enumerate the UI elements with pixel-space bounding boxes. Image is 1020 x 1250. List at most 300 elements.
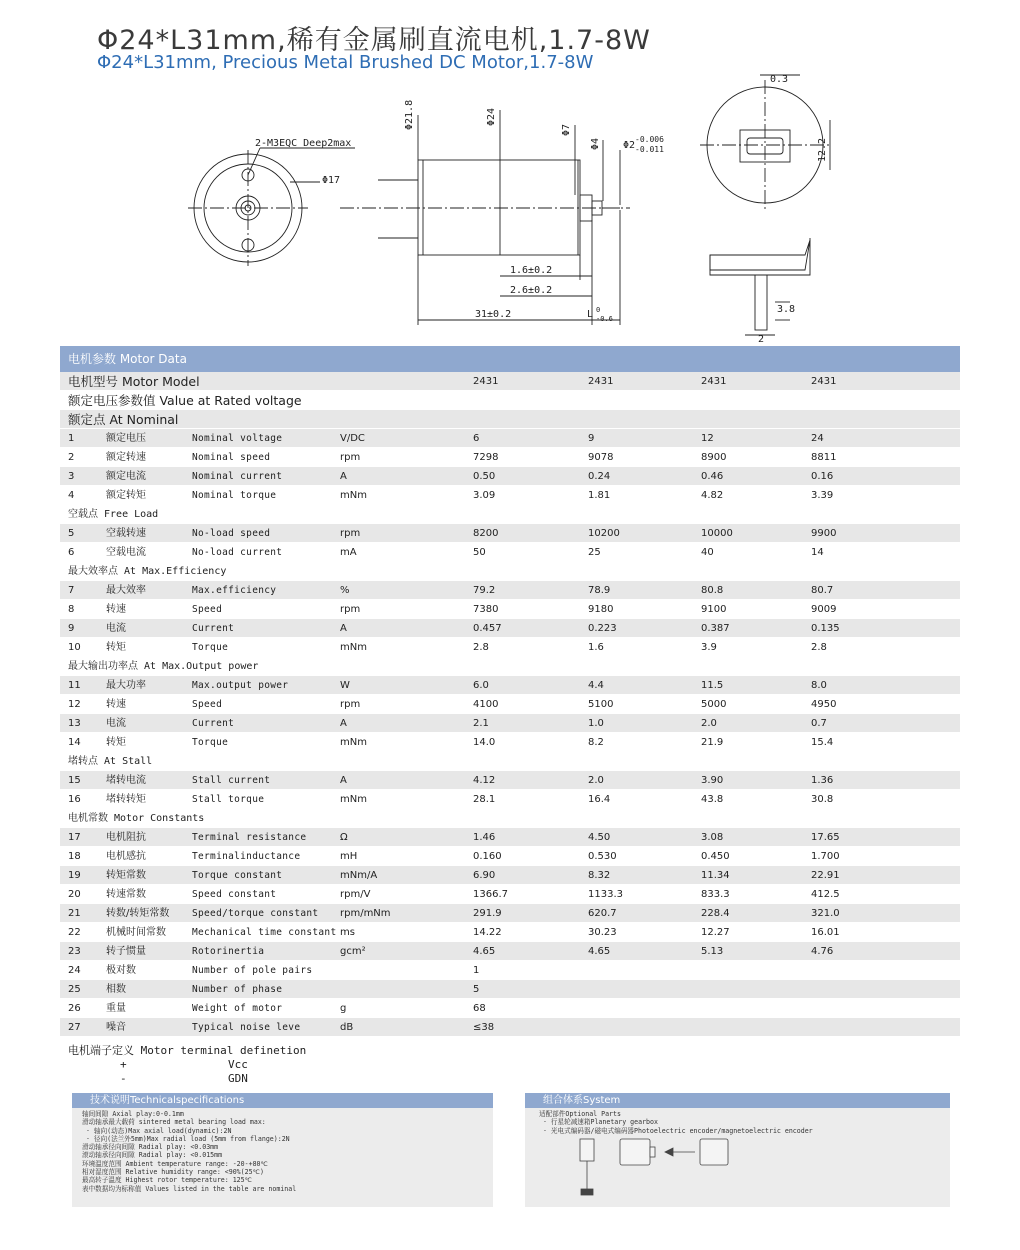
table-row bbox=[60, 866, 960, 885]
param-name-cn: 极对数 bbox=[106, 965, 136, 976]
value-cell: 14.0 bbox=[473, 737, 496, 748]
table-row bbox=[60, 828, 960, 847]
value-cell: 8.32 bbox=[588, 870, 611, 881]
value-cell: 5000 bbox=[701, 699, 727, 710]
param-name-en: Nominal torque bbox=[192, 490, 277, 501]
row-number: 15 bbox=[68, 775, 81, 786]
value-cell: 1.46 bbox=[473, 832, 496, 843]
value-cell: 0.135 bbox=[811, 623, 840, 634]
value-cell: 0.387 bbox=[701, 623, 730, 634]
tech-spec-header: 技术说明Technicalspecifications bbox=[72, 1093, 493, 1108]
param-unit: mH bbox=[340, 851, 358, 862]
model-cell: 2431 bbox=[811, 376, 837, 387]
value-cell: 412.5 bbox=[811, 889, 840, 900]
table-row bbox=[60, 619, 960, 638]
value-cell bbox=[588, 1018, 701, 1036]
value-cell: 6 bbox=[473, 433, 480, 444]
label-dim-38: 3.8 bbox=[777, 304, 796, 315]
section-row bbox=[60, 505, 960, 524]
table-row bbox=[60, 543, 960, 562]
table-row bbox=[60, 676, 960, 695]
table-row bbox=[60, 448, 960, 467]
value-cell bbox=[588, 961, 701, 979]
label-d7: Φ7 bbox=[561, 123, 572, 136]
model-row bbox=[60, 372, 960, 391]
param-name-cn: 转矩 bbox=[106, 642, 126, 653]
param-name-cn: 额定转速 bbox=[106, 452, 146, 463]
row-number: 14 bbox=[68, 737, 81, 748]
value-cell: 2.0 bbox=[701, 718, 717, 729]
param-name-en: Weight of motor bbox=[192, 1003, 283, 1014]
row-number: 26 bbox=[68, 1003, 81, 1014]
terminal-row bbox=[68, 1058, 306, 1072]
value-cell: 68 bbox=[473, 1003, 486, 1014]
value-cell: 0.530 bbox=[588, 851, 617, 862]
label-d4: Φ4 bbox=[590, 137, 601, 150]
table-row bbox=[60, 961, 960, 980]
param-unit: dB bbox=[340, 1022, 354, 1033]
table-row bbox=[60, 999, 960, 1018]
tech-spec-line: 相对湿度范围 Relative humidity range: <90%(25℃) bbox=[82, 1168, 264, 1177]
value-cell: 1.81 bbox=[588, 490, 611, 501]
row-number: 22 bbox=[68, 927, 81, 938]
row-number: 16 bbox=[68, 794, 81, 805]
value-cell: 9078 bbox=[588, 452, 614, 463]
row-number: 10 bbox=[68, 642, 81, 653]
tech-spec-line: 滑动轴承最大载荷 sintered metal bearing load max: bbox=[82, 1118, 266, 1127]
table-row bbox=[60, 1018, 960, 1037]
table-row bbox=[60, 980, 960, 999]
value-cell: 4.4 bbox=[588, 680, 604, 691]
label-hole-note: 2-M3EQC Deep2max bbox=[255, 138, 352, 149]
value-cell: 11.5 bbox=[701, 680, 724, 691]
value-cell: 0.46 bbox=[701, 471, 724, 482]
table-row bbox=[60, 638, 960, 657]
param-name-en: Torque bbox=[192, 642, 229, 653]
param-unit: A bbox=[340, 623, 347, 634]
value-cell: 30.23 bbox=[588, 927, 617, 938]
param-name-en: Max.output power bbox=[192, 680, 289, 691]
param-name-cn: 空载电流 bbox=[106, 547, 146, 558]
param-name-cn: 最大功率 bbox=[106, 680, 146, 691]
value-cell: 833.3 bbox=[701, 889, 730, 900]
tech-spec-line: 轴间间隙 Axial play:0-0.1mm bbox=[82, 1110, 184, 1118]
value-cell: 0.160 bbox=[473, 851, 502, 862]
param-unit bbox=[340, 980, 473, 998]
param-name-en: Stall torque bbox=[192, 794, 265, 805]
label-dim-L-tol-lo: -0.6 bbox=[596, 315, 613, 323]
system-box bbox=[525, 1093, 950, 1207]
param-name-en: Speed/torque constant bbox=[192, 908, 319, 919]
param-name-en: Max.efficiency bbox=[192, 585, 277, 596]
section-label: 电机常数 Motor Constants bbox=[68, 813, 205, 824]
param-unit: A bbox=[340, 775, 347, 786]
param-name-en: Current bbox=[192, 623, 235, 634]
param-name-en: Typical noise leve bbox=[192, 1022, 301, 1033]
value-cell: 5 bbox=[473, 984, 480, 995]
param-name-cn: 堵转转矩 bbox=[106, 794, 146, 805]
param-name-en: Stall current bbox=[192, 775, 271, 786]
label-dim-122: 12.2 bbox=[817, 137, 828, 162]
row-number: 25 bbox=[68, 984, 81, 995]
row-number: 4 bbox=[68, 490, 75, 501]
gearbox-icon bbox=[580, 1139, 594, 1161]
table-row bbox=[60, 486, 960, 505]
value-cell: 1133.3 bbox=[588, 889, 623, 900]
param-unit: rpm bbox=[340, 452, 361, 463]
terminal-row bbox=[68, 1072, 306, 1086]
system-text bbox=[525, 1108, 950, 1135]
tech-spec-line: 滚动轴承径向间隙 Radial play: <0.015mm bbox=[82, 1151, 223, 1160]
section-row bbox=[60, 752, 960, 771]
system-diagram bbox=[575, 1137, 775, 1199]
value-cell: 3.09 bbox=[473, 490, 496, 501]
rated-voltage-row bbox=[60, 391, 960, 410]
model-label: 电机型号 Motor Model bbox=[68, 374, 200, 389]
value-cell: 4100 bbox=[473, 699, 499, 710]
value-cell: 50 bbox=[473, 547, 486, 558]
value-cell: 28.1 bbox=[473, 794, 496, 805]
value-cell: 9 bbox=[588, 433, 595, 444]
value-cell: 40 bbox=[701, 547, 714, 558]
value-cell: 16.4 bbox=[588, 794, 611, 805]
param-name-cn: 转子惯量 bbox=[106, 946, 146, 957]
table-row bbox=[60, 885, 960, 904]
value-cell: 7380 bbox=[473, 604, 499, 615]
value-cell: 4.65 bbox=[473, 946, 496, 957]
table-row bbox=[60, 847, 960, 866]
value-cell: 9100 bbox=[701, 604, 727, 615]
param-unit: mNm bbox=[340, 737, 367, 748]
section-row bbox=[60, 562, 960, 581]
value-cell: 5100 bbox=[588, 699, 614, 710]
param-name-cn: 额定电流 bbox=[106, 471, 146, 482]
param-name-en: Nominal voltage bbox=[192, 433, 283, 444]
value-cell: 3.08 bbox=[701, 832, 724, 843]
value-cell: 6.0 bbox=[473, 680, 489, 691]
table-header: 电机参数 Motor Data bbox=[60, 346, 960, 372]
tech-spec-text bbox=[72, 1108, 493, 1193]
value-cell: 0.7 bbox=[811, 718, 827, 729]
table-row bbox=[60, 695, 960, 714]
value-cell: 9900 bbox=[811, 528, 837, 539]
value-cell bbox=[701, 1018, 811, 1036]
system-line: · 行星轮减速箱Planetary gearbox bbox=[539, 1118, 658, 1127]
tech-spec-box bbox=[72, 1093, 493, 1207]
value-cell: 8.2 bbox=[588, 737, 604, 748]
model-cell: 2431 bbox=[588, 376, 614, 387]
param-name-cn: 额定转矩 bbox=[106, 490, 146, 501]
row-number: 27 bbox=[68, 1022, 81, 1033]
value-cell bbox=[811, 999, 921, 1017]
motor-body bbox=[418, 160, 580, 255]
param-name-cn: 噪音 bbox=[106, 1022, 126, 1033]
value-cell: 1366.7 bbox=[473, 889, 508, 900]
param-unit: g bbox=[340, 1003, 347, 1014]
row-number: 3 bbox=[68, 471, 75, 482]
value-cell: 6.90 bbox=[473, 870, 496, 881]
section-label: 堵转点 At Stall bbox=[68, 756, 153, 767]
row-number: 7 bbox=[68, 585, 75, 596]
system-header: 组合体系System bbox=[525, 1093, 950, 1108]
row-number: 9 bbox=[68, 623, 75, 634]
terminal-symbol: + bbox=[120, 1058, 127, 1071]
param-name-en: Torque bbox=[192, 737, 229, 748]
tech-spec-line: 滑动轴承径向间隙 Radial play: <0.03mm bbox=[82, 1143, 219, 1152]
value-cell: 3.9 bbox=[701, 642, 717, 653]
value-cell: 12 bbox=[701, 433, 714, 444]
label-d24: Φ24 bbox=[486, 107, 497, 126]
value-cell: 78.9 bbox=[588, 585, 611, 596]
label-dim-L: L bbox=[587, 309, 594, 320]
param-unit: A bbox=[340, 471, 347, 482]
param-name-cn: 转速 bbox=[106, 604, 126, 615]
param-name-en: No-load speed bbox=[192, 528, 271, 539]
value-cell: 8.0 bbox=[811, 680, 827, 691]
value-cell: 15.4 bbox=[811, 737, 834, 748]
row-number: 23 bbox=[68, 946, 81, 957]
value-cell: 79.2 bbox=[473, 585, 496, 596]
table-body bbox=[60, 429, 960, 1037]
dimension-drawing bbox=[180, 70, 860, 345]
value-cell: 1.6 bbox=[588, 642, 604, 653]
terminal-label: Vcc bbox=[228, 1058, 248, 1071]
param-name-cn: 转速常数 bbox=[106, 889, 146, 900]
value-cell bbox=[701, 961, 811, 979]
param-name-en: Terminalinductance bbox=[192, 851, 301, 862]
label-d218: Φ21.8 bbox=[404, 99, 415, 130]
value-cell: 0.16 bbox=[811, 471, 834, 482]
tech-spec-line: 最高转子温度 Highest rotor temperature: 125℃ bbox=[82, 1176, 253, 1185]
param-name-cn: 转矩常数 bbox=[106, 870, 146, 881]
value-cell: 291.9 bbox=[473, 908, 502, 919]
param-name-en: Number of phase bbox=[192, 984, 283, 995]
nominal-label: 额定点 At Nominal bbox=[68, 412, 179, 427]
value-cell bbox=[811, 1018, 921, 1036]
param-name-en: Mechanical time constant bbox=[192, 927, 337, 938]
value-cell: 0.457 bbox=[473, 623, 502, 634]
value-cell bbox=[811, 980, 921, 998]
value-cell: 2.0 bbox=[588, 775, 604, 786]
label-dim-26: 2.6±0.2 bbox=[510, 285, 553, 296]
param-unit: rpm bbox=[340, 528, 361, 539]
param-unit: rpm bbox=[340, 699, 361, 710]
value-cell: 11.34 bbox=[701, 870, 730, 881]
table-row bbox=[60, 524, 960, 543]
param-name-cn: 堵转电流 bbox=[106, 775, 146, 786]
value-cell: 0.24 bbox=[588, 471, 611, 482]
value-cell: 1.700 bbox=[811, 851, 840, 862]
value-cell: 1.0 bbox=[588, 718, 604, 729]
value-cell: 4950 bbox=[811, 699, 837, 710]
table-row bbox=[60, 714, 960, 733]
page-title: Φ24*L31mm,稀有金属刷直流电机,1.7-8W bbox=[97, 25, 651, 56]
model-cell: 2431 bbox=[701, 376, 727, 387]
value-cell: 9009 bbox=[811, 604, 837, 615]
page-subtitle: Φ24*L31mm, Precious Metal Brushed DC Motor,1.7-8W bbox=[97, 52, 594, 73]
motor-data-table bbox=[60, 346, 960, 1037]
value-cell: 4.76 bbox=[811, 946, 834, 957]
param-name-cn: 电机阻抗 bbox=[106, 832, 146, 843]
model-cell: 2431 bbox=[473, 376, 499, 387]
value-cell: 620.7 bbox=[588, 908, 617, 919]
param-name-en: Terminal resistance bbox=[192, 832, 307, 843]
param-unit: % bbox=[340, 585, 350, 596]
row-number: 11 bbox=[68, 680, 81, 691]
row-number: 18 bbox=[68, 851, 81, 862]
value-cell: 9180 bbox=[588, 604, 614, 615]
param-unit: gcm² bbox=[340, 946, 366, 957]
table-row bbox=[60, 733, 960, 752]
param-unit bbox=[340, 961, 473, 979]
value-cell: 0.450 bbox=[701, 851, 730, 862]
row-number: 24 bbox=[68, 965, 81, 976]
row-number: 2 bbox=[68, 452, 75, 463]
param-unit: mNm/A bbox=[340, 870, 378, 881]
label-d2-tol-up: -0.006 bbox=[635, 135, 664, 144]
row-number: 19 bbox=[68, 870, 81, 881]
value-cell: 8900 bbox=[701, 452, 727, 463]
param-name-cn: 转数/转矩常数 bbox=[106, 908, 170, 919]
table-row bbox=[60, 790, 960, 809]
label-dim-L-tol-up: 0 bbox=[596, 306, 601, 314]
row-number: 1 bbox=[68, 433, 75, 444]
param-name-en: Nominal current bbox=[192, 471, 283, 482]
param-unit: A bbox=[340, 718, 347, 729]
param-name-cn: 重量 bbox=[106, 1003, 126, 1014]
value-cell: 4.12 bbox=[473, 775, 496, 786]
system-line: · 光电式编码器/磁电式编码器Photoelectric encoder/magnetoelectric encoder bbox=[539, 1126, 813, 1135]
label-dim-03: 0.3 bbox=[770, 74, 789, 85]
param-unit: rpm bbox=[340, 604, 361, 615]
table-row bbox=[60, 771, 960, 790]
value-cell: 2.8 bbox=[811, 642, 827, 653]
row-number: 13 bbox=[68, 718, 81, 729]
param-name-en: Nominal speed bbox=[192, 452, 271, 463]
terminal-definition bbox=[68, 1044, 306, 1086]
table-row bbox=[60, 923, 960, 942]
value-cell: ≤38 bbox=[473, 1022, 495, 1033]
param-name-cn: 转速 bbox=[106, 699, 126, 710]
value-cell: 80.8 bbox=[701, 585, 724, 596]
section-label: 最大效率点 At Max.Efficiency bbox=[68, 566, 227, 577]
param-unit: V/DC bbox=[340, 433, 365, 444]
value-cell: 21.9 bbox=[701, 737, 724, 748]
value-cell bbox=[811, 961, 921, 979]
param-unit: rpm/mNm bbox=[340, 908, 391, 919]
tech-spec-line: · 径向(法兰外5mm)Max radial load (5mm from flange):2N bbox=[82, 1134, 290, 1143]
value-cell: 0.50 bbox=[473, 471, 496, 482]
value-cell: 1.36 bbox=[811, 775, 834, 786]
encoder-icon bbox=[700, 1139, 728, 1165]
label-dim-16: 1.6±0.2 bbox=[510, 265, 553, 276]
system-line: 适配部件Optional Parts bbox=[539, 1110, 621, 1118]
row-number: 20 bbox=[68, 889, 81, 900]
value-cell: 321.0 bbox=[811, 908, 840, 919]
value-cell: 30.8 bbox=[811, 794, 834, 805]
param-name-en: Speed constant bbox=[192, 889, 277, 900]
value-cell: 24 bbox=[811, 433, 824, 444]
value-cell: 10000 bbox=[701, 528, 733, 539]
row-number: 17 bbox=[68, 832, 81, 843]
param-name-en: No-load current bbox=[192, 547, 283, 558]
value-cell: 5.13 bbox=[701, 946, 724, 957]
value-cell: 10200 bbox=[588, 528, 620, 539]
value-cell: 16.01 bbox=[811, 927, 840, 938]
param-unit: mNm bbox=[340, 490, 367, 501]
row-number: 21 bbox=[68, 908, 81, 919]
table-row bbox=[60, 904, 960, 923]
value-cell: 8811 bbox=[811, 452, 837, 463]
param-name-en: Speed bbox=[192, 604, 223, 615]
section-label: 空载点 Free Load bbox=[68, 509, 159, 520]
param-unit: mA bbox=[340, 547, 357, 558]
param-name-cn: 最大效率 bbox=[106, 585, 146, 596]
label-dim-2: 2 bbox=[758, 334, 765, 345]
value-cell: 17.65 bbox=[811, 832, 840, 843]
param-name-cn: 机械时间常数 bbox=[106, 927, 166, 938]
row-number: 12 bbox=[68, 699, 81, 710]
param-name-cn: 电流 bbox=[106, 718, 126, 729]
param-name-cn: 额定电压 bbox=[106, 433, 146, 444]
label-d2: Φ2 bbox=[623, 140, 636, 151]
param-name-en: Rotorinertia bbox=[192, 946, 265, 957]
label-dim-31: 31±0.2 bbox=[475, 309, 512, 320]
rated-voltage-label: 额定电压参数值 Value at Rated voltage bbox=[68, 393, 302, 408]
table-row bbox=[60, 581, 960, 600]
tech-spec-line: 表中数据均为标称值 Values listed in the table are nominal bbox=[82, 1184, 297, 1193]
param-name-cn: 电机感抗 bbox=[106, 851, 146, 862]
value-cell: 228.4 bbox=[701, 908, 730, 919]
value-cell bbox=[588, 999, 701, 1017]
tech-spec-line: 环境温度范围 Ambient temperature range: -20-+80℃ bbox=[82, 1159, 268, 1168]
value-cell: 2.1 bbox=[473, 718, 489, 729]
value-cell: 3.39 bbox=[811, 490, 834, 501]
table-row bbox=[60, 467, 960, 486]
param-name-cn: 空载转速 bbox=[106, 528, 146, 539]
section-row bbox=[60, 657, 960, 676]
label-d2-tol-lo: -0.011 bbox=[635, 145, 664, 154]
param-unit: mNm bbox=[340, 642, 367, 653]
param-name-cn: 电流 bbox=[106, 623, 126, 634]
value-cell: 4.50 bbox=[588, 832, 611, 843]
value-cell: 43.8 bbox=[701, 794, 724, 805]
terminal-symbol: - bbox=[120, 1072, 127, 1085]
value-cell: 4.82 bbox=[701, 490, 724, 501]
param-unit: ms bbox=[340, 927, 355, 938]
terminal-title: 电机端子定义 Motor terminal definetion bbox=[68, 1044, 307, 1057]
nominal-row bbox=[60, 410, 960, 429]
param-name-en: Speed bbox=[192, 699, 223, 710]
motor-icon bbox=[620, 1139, 650, 1165]
param-name-en: Current bbox=[192, 718, 235, 729]
value-cell: 2.8 bbox=[473, 642, 489, 653]
param-unit: W bbox=[340, 680, 350, 691]
table-row bbox=[60, 942, 960, 961]
section-label: 最大输出功率点 At Max.Output power bbox=[68, 661, 259, 672]
value-cell: 14.22 bbox=[473, 927, 502, 938]
value-cell: 4.65 bbox=[588, 946, 611, 957]
param-name-cn: 转矩 bbox=[106, 737, 126, 748]
row-number: 6 bbox=[68, 547, 75, 558]
table-row bbox=[60, 429, 960, 448]
table-row bbox=[60, 600, 960, 619]
value-cell: 12.27 bbox=[701, 927, 730, 938]
value-cell: 7298 bbox=[473, 452, 499, 463]
row-number: 5 bbox=[68, 528, 75, 539]
tech-spec-line: · 轴向(动态)Max axial load(dynamic):2N bbox=[82, 1126, 232, 1135]
value-cell: 0.223 bbox=[588, 623, 617, 634]
